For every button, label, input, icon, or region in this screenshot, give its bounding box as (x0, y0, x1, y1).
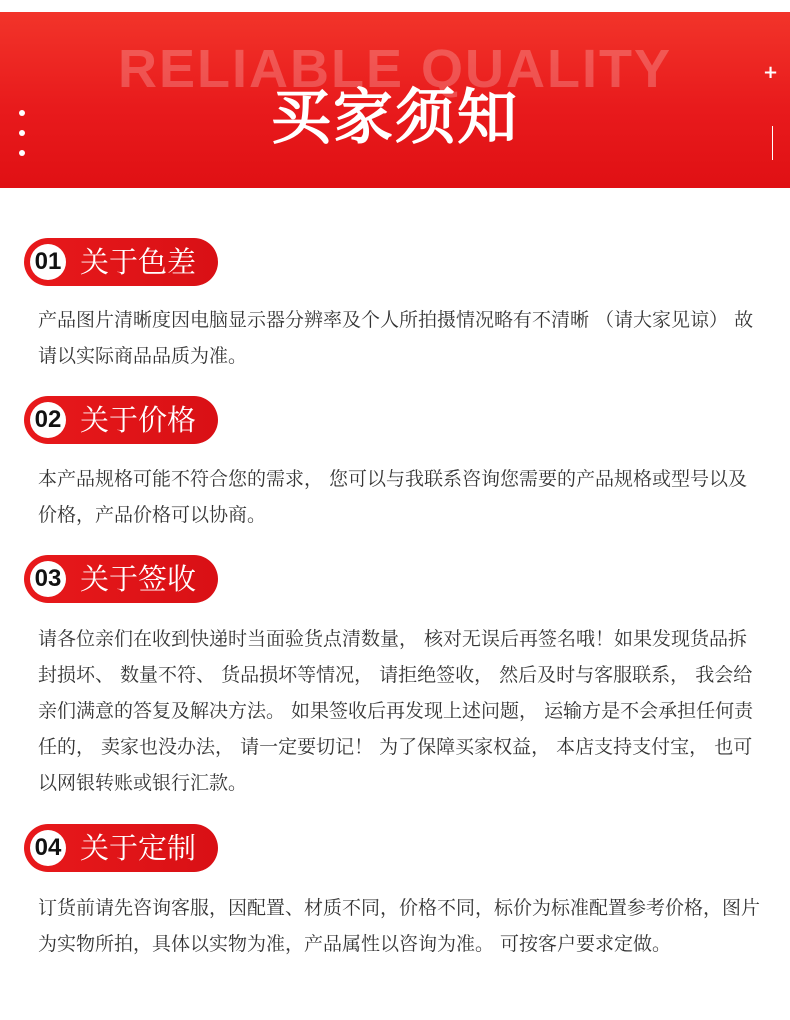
vertical-line-decoration (772, 126, 773, 160)
dot-icon (19, 110, 25, 116)
section-body-text: 产品图片清晰度因电脑显示器分辨率及个人所拍摄情况略有不清晰 （请大家见谅） 故请以实际商品品质为准。 (38, 309, 754, 367)
page-title: 买家须知 (271, 83, 519, 153)
dot-icon (19, 150, 25, 156)
section-title: 关于签收 (80, 562, 197, 596)
section-header-delivery (24, 555, 218, 603)
section-header-customization (24, 824, 218, 872)
section-body-text: 请各位亲们在收到快递时当面验货点清数量， 核对无误后再签名哦！如果发现货品拆封损坏、 数量不符、 货品损坏等情况， 请拒绝签收， 然后及时与客服联系， 我会给亲们满意的答复及解决方法。 如果签收后再发现上述问题， 运输方是不会承担任何责任的， 卖家也没办法， 请一定要切记！ 为了保障买家权益， 本店支持支付宝， 也可以网银转账或银行汇款。 (38, 628, 754, 794)
section-title: 关于定制 (80, 831, 197, 865)
section-title: 关于价格 (80, 403, 197, 437)
plus-icon: + (763, 62, 779, 83)
section-header-price (24, 396, 218, 444)
section-body-text: 本产品规格可能不符合您的需求， 您可以与我联系咨询您需要的产品规格或型号以及价格，产品价格可以协商。 (38, 468, 748, 526)
dot-icon (19, 130, 25, 136)
section-number-badge: 04 (30, 830, 66, 866)
section-number-badge: 02 (30, 402, 66, 438)
section-header-color-difference (24, 238, 218, 286)
section-title: 关于色差 (80, 245, 197, 279)
banner-watermark: RELIABLE QUALITY (118, 39, 672, 99)
header-banner (0, 12, 790, 188)
section-number-badge: 01 (30, 244, 66, 280)
section-body-text: 订货前请先咨询客服，因配置、材质不同，价格不同，标价为标准配置参考价格，图片为实物所拍，具体以实物为准，产品属性以咨询为准。 可按客户要求定做。 (38, 897, 761, 955)
section-number-badge: 03 (30, 561, 66, 597)
